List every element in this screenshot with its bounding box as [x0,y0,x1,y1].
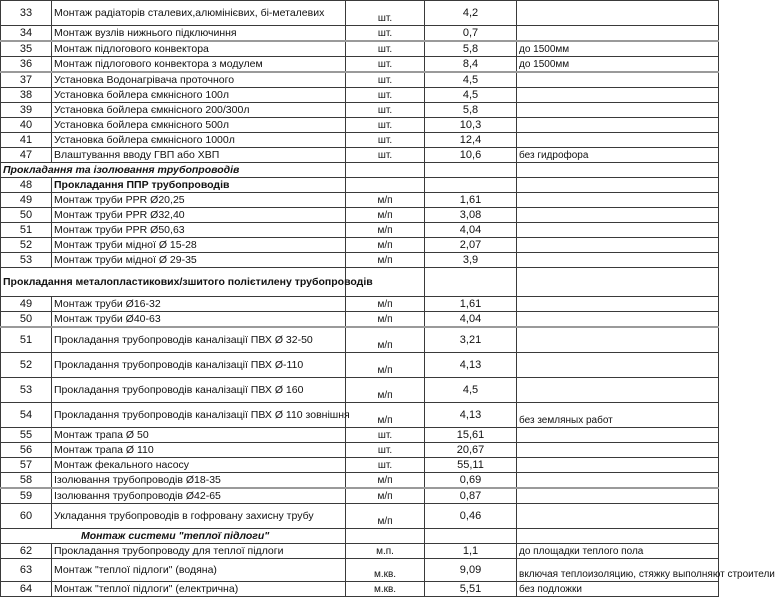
unit[interactable]: шт. [346,57,425,73]
work-name[interactable]: Монтаж трапа Ø 50 [52,428,346,443]
unit[interactable]: м.п. [346,544,425,559]
row-number[interactable]: 37 [1,72,52,88]
row-number[interactable]: 53 [1,253,52,268]
work-name[interactable]: Монтаж трапа Ø 110 [52,443,346,458]
work-name[interactable]: Прокладання трубопроводів каналізації ПВХ Ø-110 [52,353,346,378]
unit[interactable]: м/п [346,403,425,428]
work-name[interactable]: Монтаж підлогового конвектора [52,41,346,57]
unit[interactable]: м/п [346,327,425,353]
note[interactable] [517,88,719,103]
note[interactable] [517,72,719,88]
price[interactable]: 4,5 [425,72,517,88]
price[interactable]: 9,09 [425,559,517,582]
work-name[interactable]: Монтаж труби PPR Ø50,63 [52,223,346,238]
row-number[interactable]: 49 [1,297,52,312]
unit[interactable]: шт. [346,443,425,458]
unit[interactable]: шт. [346,88,425,103]
table-row[interactable] [1,223,719,238]
price[interactable]: 2,07 [425,238,517,253]
price[interactable]: 0,87 [425,488,517,504]
row-number[interactable]: 38 [1,88,52,103]
price[interactable]: 12,4 [425,133,517,148]
work-name[interactable]: Прокладання трубопроводів каналізації ПВХ Ø 110 зовнішня [52,403,346,428]
price[interactable]: 3,21 [425,327,517,353]
unit[interactable]: шт. [346,133,425,148]
work-name[interactable]: Прокладання трубопроводу для теплої підлоги [52,544,346,559]
row-number[interactable]: 34 [1,26,52,42]
work-name[interactable]: Установка бойлера ємкнісного 1000л [52,133,346,148]
price[interactable]: 4,2 [425,1,517,26]
note[interactable] [517,327,719,353]
table-row[interactable] [1,103,719,118]
table-row[interactable] [1,544,719,559]
price[interactable]: 20,67 [425,443,517,458]
work-name[interactable]: Монтаж "теплої підлоги" (водяна) [52,559,346,582]
note[interactable] [517,208,719,223]
row-number[interactable]: 40 [1,118,52,133]
table-row[interactable] [1,297,719,312]
table-row[interactable] [1,57,719,73]
table-row[interactable] [1,118,719,133]
note[interactable] [517,504,719,529]
note[interactable] [517,238,719,253]
unit[interactable]: м/п [346,193,425,208]
note[interactable] [517,103,719,118]
unit[interactable]: м/п [346,473,425,489]
unit[interactable]: м/п [346,297,425,312]
work-name[interactable]: Монтаж труби мідної Ø 29-35 [52,253,346,268]
empty-cell[interactable] [517,163,719,178]
price[interactable]: 0,69 [425,473,517,489]
price[interactable]: 1,1 [425,544,517,559]
work-name[interactable]: Установка бойлера ємкнісного 100л [52,88,346,103]
work-name[interactable]: Монтаж радіаторів сталевих,алюмінієвих, бі-металевих [52,1,346,26]
row-number[interactable]: 39 [1,103,52,118]
unit[interactable]: м/п [346,378,425,403]
empty-cell[interactable] [517,529,719,544]
row-number[interactable]: 51 [1,327,52,353]
note[interactable] [517,297,719,312]
empty-cell[interactable] [346,178,425,193]
table-row[interactable] [1,148,719,163]
empty-cell[interactable] [346,163,425,178]
price[interactable]: 4,04 [425,223,517,238]
table-row[interactable] [1,72,719,88]
note[interactable]: без гидрофора [517,148,719,163]
note[interactable] [517,253,719,268]
price[interactable]: 0,7 [425,26,517,42]
row-number[interactable]: 52 [1,238,52,253]
table-row[interactable] [1,403,719,428]
subsection-row[interactable] [1,178,719,193]
table-row[interactable] [1,26,719,42]
row-number[interactable]: 47 [1,148,52,163]
work-name[interactable]: Монтаж вузлів нижнього підключиння [52,26,346,42]
row-number[interactable]: 57 [1,458,52,473]
note[interactable]: до площадки теплого пола [517,544,719,559]
price[interactable]: 10,3 [425,118,517,133]
work-name[interactable]: Ізолювання трубопроводів Ø42-65 [52,488,346,504]
price[interactable]: 10,6 [425,148,517,163]
table-row[interactable] [1,458,719,473]
note[interactable] [517,428,719,443]
section-title: Прокладання та ізолювання трубопроводів [1,163,346,178]
empty-cell[interactable] [425,529,517,544]
section-header-row [1,529,719,544]
note[interactable] [517,353,719,378]
unit[interactable]: шт. [346,72,425,88]
unit[interactable]: м/п [346,504,425,529]
row-number[interactable]: 50 [1,208,52,223]
note[interactable] [517,1,719,26]
row-number[interactable]: 59 [1,488,52,504]
note[interactable]: до 1500мм [517,41,719,57]
table-row[interactable] [1,353,719,378]
note[interactable]: без земляных работ [517,403,719,428]
table-row[interactable] [1,473,719,489]
work-name[interactable]: Укладання трубопроводів в гофровану захисну трубу [52,504,346,529]
empty-cell[interactable] [517,178,719,193]
note[interactable] [517,378,719,403]
section-title: Монтаж системи "теплої підлоги" [1,529,346,544]
work-name[interactable]: Установка Водонагрівача проточного [52,72,346,88]
unit[interactable]: м/п [346,238,425,253]
work-name[interactable]: Монтаж фекального насосу [52,458,346,473]
unit[interactable]: шт. [346,428,425,443]
price[interactable]: 5,8 [425,41,517,57]
row-number[interactable]: 36 [1,57,52,73]
row-number[interactable]: 53 [1,378,52,403]
price[interactable]: 4,13 [425,353,517,378]
price-list-body [1,1,775,597]
table-row[interactable] [1,253,719,268]
price[interactable]: 4,5 [425,88,517,103]
row-number[interactable]: 55 [1,428,52,443]
row-number[interactable]: 52 [1,353,52,378]
unit[interactable]: м/п [346,353,425,378]
note[interactable] [517,26,719,42]
table-row[interactable] [1,1,719,26]
work-name[interactable]: Монтаж труби Ø16-32 [52,297,346,312]
unit[interactable]: м/п [346,208,425,223]
note[interactable] [517,488,719,504]
price[interactable]: 5,51 [425,582,517,597]
price[interactable]: 4,5 [425,378,517,403]
work-name[interactable]: Ізолювання трубопроводів Ø18-35 [52,473,346,489]
unit[interactable]: м.кв. [346,559,425,582]
table-row[interactable] [1,88,719,103]
unit[interactable]: м/п [346,223,425,238]
work-name[interactable]: Монтаж труби мідної Ø 15-28 [52,238,346,253]
unit[interactable]: шт. [346,458,425,473]
table-row[interactable] [1,193,719,208]
work-name[interactable]: Монтаж труби PPR Ø32,40 [52,208,346,223]
unit[interactable]: м/п [346,488,425,504]
note[interactable] [517,458,719,473]
table-row[interactable] [1,504,719,529]
price[interactable]: 55,11 [425,458,517,473]
note[interactable]: до 1500мм [517,57,719,73]
row-number[interactable]: 64 [1,582,52,597]
row-number[interactable]: 63 [1,559,52,582]
price[interactable]: 3,08 [425,208,517,223]
table-row[interactable] [1,312,719,328]
row-number[interactable]: 48 [1,178,52,193]
work-name[interactable]: Монтаж труби PPR Ø20,25 [52,193,346,208]
work-name[interactable]: Монтаж труби Ø40-63 [52,312,346,328]
unit[interactable]: шт. [346,26,425,42]
note[interactable] [517,133,719,148]
price[interactable]: 4,04 [425,312,517,328]
row-number[interactable]: 62 [1,544,52,559]
note[interactable] [517,223,719,238]
table-row[interactable] [1,133,719,148]
subsection-title[interactable]: Прокладання ППР трубопроводів [52,178,346,193]
section-header-row [1,163,719,178]
table-row[interactable] [1,238,719,253]
section-title: Прокладання металопластикових/зшитого полієтилену трубопроводів [1,268,346,297]
empty-cell[interactable] [346,529,425,544]
row-number[interactable]: 35 [1,41,52,57]
unit[interactable]: м.кв. [346,582,425,597]
row-number[interactable]: 33 [1,1,52,26]
empty-cell[interactable] [425,163,517,178]
work-name[interactable]: Монтаж підлогового конвектора з модулем [52,57,346,73]
table-row[interactable] [1,443,719,458]
empty-cell[interactable] [425,268,517,297]
row-number[interactable]: 58 [1,473,52,489]
work-name[interactable]: Установка бойлера ємкнісного 500л [52,118,346,133]
unit[interactable]: шт. [346,1,425,26]
work-name[interactable]: Установка бойлера ємкнісного 200/300л [52,103,346,118]
table-row[interactable] [1,428,719,443]
table-row[interactable] [1,208,719,223]
price[interactable]: 8,4 [425,57,517,73]
table-row[interactable] [1,559,719,582]
row-number[interactable]: 60 [1,504,52,529]
note[interactable] [517,312,719,328]
row-number[interactable]: 54 [1,403,52,428]
unit[interactable]: шт. [346,41,425,57]
price[interactable]: 1,61 [425,297,517,312]
price[interactable]: 4,13 [425,403,517,428]
unit[interactable]: м/п [346,312,425,328]
note[interactable]: без подложки [517,582,719,597]
price[interactable]: 1,61 [425,193,517,208]
price[interactable]: 0,46 [425,504,517,529]
row-number[interactable]: 56 [1,443,52,458]
unit[interactable]: шт. [346,103,425,118]
work-name[interactable]: Влаштування вводу ГВП або ХВП [52,148,346,163]
table-row[interactable] [1,582,719,597]
price[interactable]: 3,9 [425,253,517,268]
price[interactable]: 5,8 [425,103,517,118]
note[interactable] [517,193,719,208]
empty-cell[interactable] [425,178,517,193]
table-row[interactable] [1,327,719,353]
work-name[interactable]: Монтаж "теплої підлоги" (електрична) [52,582,346,597]
row-number[interactable]: 41 [1,133,52,148]
section-header-row [1,268,719,297]
note[interactable] [517,118,719,133]
unit[interactable]: шт. [346,118,425,133]
note[interactable] [517,443,719,458]
work-name[interactable]: Прокладання трубопроводів каналізації ПВХ Ø 160 [52,378,346,403]
note[interactable]: включая теплоизоляцию, стяжку выполняют строители [517,559,719,582]
work-name[interactable]: Прокладання трубопроводів каналізації ПВХ Ø 32-50 [52,327,346,353]
table-row[interactable] [1,378,719,403]
row-number[interactable]: 49 [1,193,52,208]
unit[interactable]: м/п [346,253,425,268]
table-row[interactable] [1,488,719,504]
note[interactable] [517,473,719,489]
row-number[interactable]: 51 [1,223,52,238]
row-number[interactable]: 50 [1,312,52,328]
unit[interactable]: шт. [346,148,425,163]
empty-cell[interactable] [517,268,719,297]
price[interactable]: 15,61 [425,428,517,443]
table-row[interactable] [1,41,719,57]
